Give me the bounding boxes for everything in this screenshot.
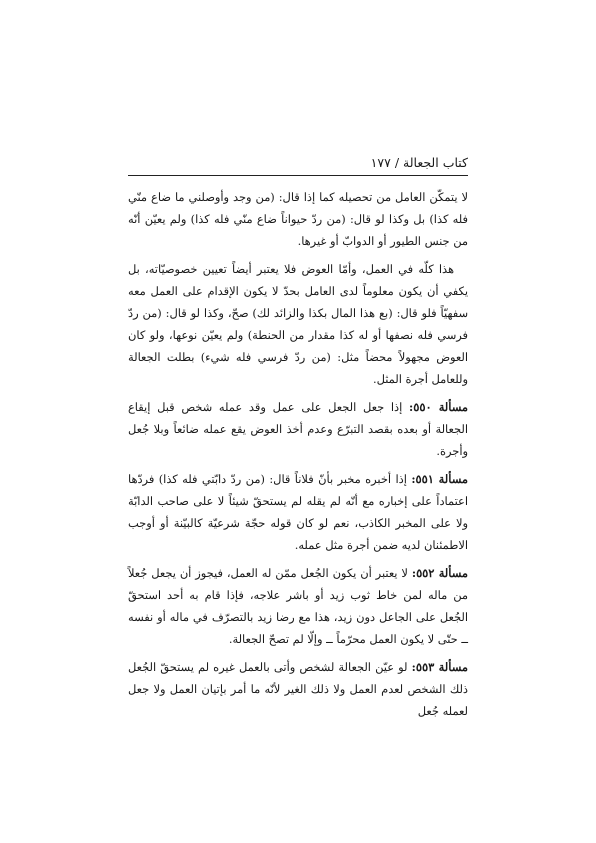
header-separator: / [394,155,400,170]
issue-550 [128,396,468,462]
issue-label: مسألة ٥٥٠: [409,400,469,414]
paragraph-text: لا يتمكّن العامل من تحصيله كما إذا قال: (من وجد وأوصلني ما ضاع منّي فله كذا) بل وكذا لو قال: (من ردّ حيواناً ضاع منّي فله كذا) ولم يعيّن أنّه من جنس الطيور أو الدوابّ أو غيرها. [128,190,468,248]
book-title: كتاب الجعالة [403,155,468,170]
issue-label: مسألة ٥٥١: [411,472,468,486]
issue-553 [128,656,468,722]
issue-label: مسألة ٥٥٣: [411,660,468,674]
issue-552 [128,562,468,650]
issue-label: مسألة ٥٥٢: [411,566,468,580]
issue-text: لو عيّن الجعالة لشخص وأتى بالعمل غيره لم يستحقّ الجُعل ذلك الشخص لعدم العمل ولا ذلك الغير لأنّه ما أمر بإتيان العمل ولا جعل لعمله جُعل [128,660,468,718]
paragraph-text: هذا كلّه في العمل، وأمّا العوض فلا يعتبر أيضاً تعيين خصوصيّاته، بل يكفي أن يكون معلوماً لدى العامل بحدّ لا يكون الإقدام على العمل معه سفهيّاً فلو قال: (بع هذا المال بكذا والزائد لك) صحّ، وكذا لو قال: (من ردّ فرسي فله نصفها أو له كذا مقدار من الحنطة) ولم يعيّن نوعها، ولو كان العوض مجهولاً محضاً مثل: (من ردّ فرسي فله شيء) بطلت الجعالة وللعامل أجرة المثل. [128,262,468,386]
issue-text: إذا أخبره مخبر بأنّ فلاناً قال: (من ردّ دابّتي فله كذا) فردّها اعتماداً على إخباره مع أنّه لم يقله لم يستحقّ شيئاً لا على صاحب الدابّة ولا على المخبر الكاذب، نعم لو كان قوله حجّة شرعيّة كالبيّنة أو أوجب الاطمئنان لديه ضمن أجرة مثل عمله. [128,472,468,552]
issue-551 [128,468,468,556]
running-head [128,152,468,174]
header-rule [128,175,468,176]
paragraph-consideration [128,258,468,390]
body-text [128,186,468,728]
page-number: ١٧٧ [370,155,391,170]
issue-text: إذا جعل الجعل على عمل وقد عمله شخص قبل إيقاع الجعالة أو بعده بقصد التبرّع وعدم أخذ العوض يقع عمله ضائعاً وبلا جُعل وأجرة. [128,400,468,458]
paragraph-continuation [128,186,468,252]
issue-text: لا يعتبر أن يكون الجُعل ممّن له العمل، فيجوز أن يجعل جُعلاً من ماله لمن خاط ثوب زيد أو باشر علاجه، فإذا قام به أحد استحقّ الجُعل على الجاعل دون زيد، هذا مع رضا زيد بالتصرّف في ماله أو نفسه ــ حتّى لا يكون العمل محرّماً ــ وإلّا لم تصحّ الجعالة. [128,566,468,646]
